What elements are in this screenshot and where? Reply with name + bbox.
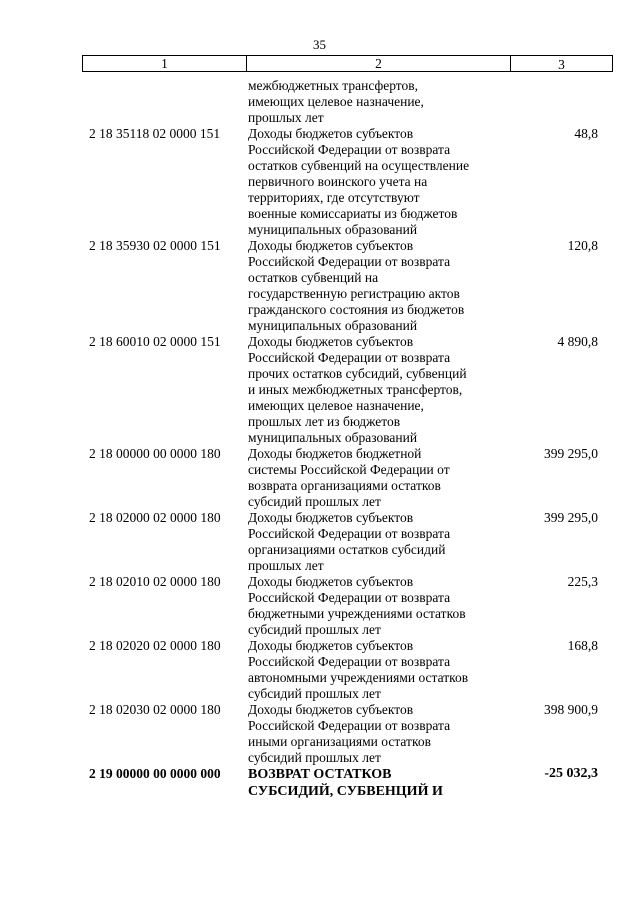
description-line: Российской Федерации от возврата — [248, 526, 451, 541]
description-line: субсидий прошлых лет — [248, 494, 381, 509]
row-description — [248, 574, 510, 638]
budget-code: 2 18 02010 02 0000 180 — [89, 574, 221, 589]
description-line: Доходы бюджетов субъектов — [248, 334, 414, 349]
table-row — [0, 510, 639, 574]
budget-code: 2 18 35118 02 0000 151 — [89, 126, 221, 141]
description-line: военные комиссариаты из бюджетов — [248, 206, 458, 221]
description-line: субсидий прошлых лет — [248, 622, 381, 637]
row-description — [248, 334, 510, 446]
row-description — [248, 638, 510, 702]
table-row — [0, 126, 639, 238]
budget-code: 2 19 00000 00 0000 000 — [89, 766, 221, 781]
description-line: прочих остатков субсидий, субвенций — [248, 366, 467, 381]
description-line: субсидий прошлых лет — [248, 686, 381, 701]
description-line: межбюджетных трансфертов, — [248, 78, 419, 93]
description-line: ВОЗВРАТ ОСТАТКОВ — [248, 767, 392, 782]
description-line: Российской Федерации от возврата — [248, 718, 451, 733]
description-line: первичного воинского учета на — [248, 174, 428, 189]
description-line: иными организациями остатков — [248, 734, 431, 749]
row-amount: 120,8 — [567, 238, 598, 253]
description-line: Доходы бюджетов субъектов — [248, 510, 414, 525]
budget-code: 2 18 02030 02 0000 180 — [89, 702, 221, 717]
description-line: муниципальных образований — [248, 430, 418, 445]
description-line: Доходы бюджетов бюджетной — [248, 446, 422, 461]
budget-code: 2 18 60010 02 0000 151 — [89, 334, 221, 349]
row-amount: 168,8 — [567, 638, 598, 653]
description-line: Российской Федерации от возврата — [248, 254, 451, 269]
budget-code: 2 18 02000 02 0000 180 — [89, 510, 221, 525]
column-header-1: 1 — [83, 56, 247, 71]
table-body — [0, 78, 639, 800]
description-line: и иных межбюджетных трансфертов, — [248, 382, 463, 397]
table-row — [0, 766, 639, 800]
description-line: системы Российской Федерации от — [248, 462, 450, 477]
row-amount: 225,3 — [567, 574, 598, 589]
page-number: 35 — [313, 37, 326, 52]
description-line: возврата организациями остатков — [248, 478, 441, 493]
table-row — [0, 78, 639, 126]
row-amount: -25 032,3 — [544, 766, 598, 781]
description-line: Доходы бюджетов субъектов — [248, 574, 414, 589]
description-line: муниципальных образований — [248, 222, 418, 237]
description-line: муниципальных образований — [248, 318, 418, 333]
description-line: Российской Федерации от возврата — [248, 654, 451, 669]
description-line: остатков субвенций на осуществление — [248, 158, 470, 173]
row-description — [248, 766, 510, 800]
description-line: Доходы бюджетов субъектов — [248, 126, 414, 141]
description-line: Доходы бюджетов субъектов — [248, 238, 414, 253]
description-line: гражданского состояния из бюджетов — [248, 302, 465, 317]
description-line: прошлых лет — [248, 558, 324, 573]
description-line: субсидий прошлых лет — [248, 750, 381, 765]
description-line: бюджетными учреждениями остатков — [248, 606, 466, 621]
description-line: прошлых лет из бюджетов — [248, 414, 401, 429]
description-line: территориях, где отсутствуют — [248, 190, 420, 205]
row-description — [248, 78, 510, 126]
row-description — [248, 510, 510, 574]
table-row — [0, 574, 639, 638]
table-row — [0, 702, 639, 766]
budget-code: 2 18 00000 00 0000 180 — [89, 446, 221, 461]
row-amount: 4 890,8 — [557, 334, 598, 349]
description-line: Российской Федерации от возврата — [248, 350, 451, 365]
column-header-2: 2 — [247, 56, 511, 71]
row-description — [248, 238, 510, 334]
description-line: организациями остатков субсидий — [248, 542, 446, 557]
table-column-header — [82, 55, 613, 72]
description-line: остатков субвенций на — [248, 270, 379, 285]
description-line: Российской Федерации от возврата — [248, 590, 451, 605]
description-line: прошлых лет — [248, 110, 324, 125]
row-description — [248, 702, 510, 766]
description-line: имеющих целевое назначение, — [248, 94, 424, 109]
description-line: государственную регистрацию актов — [248, 286, 460, 301]
column-header-3: 3 — [558, 57, 565, 72]
row-amount: 48,8 — [574, 126, 598, 141]
row-description — [248, 126, 510, 238]
row-amount: 399 295,0 — [544, 446, 598, 461]
description-line: имеющих целевое назначение, — [248, 398, 424, 413]
row-amount: 398 900,9 — [544, 702, 598, 717]
description-line: Доходы бюджетов субъектов — [248, 702, 414, 717]
budget-code: 2 18 35930 02 0000 151 — [89, 238, 221, 253]
row-amount: 399 295,0 — [544, 510, 598, 525]
row-description — [248, 446, 510, 510]
table-row — [0, 638, 639, 702]
description-line: СУБСИДИЙ, СУБВЕНЦИЙ И — [248, 784, 443, 799]
table-row — [0, 238, 639, 334]
description-line: Доходы бюджетов субъектов — [248, 638, 414, 653]
description-line: автономными учреждениями остатков — [248, 670, 469, 685]
table-row — [0, 334, 639, 446]
budget-code: 2 18 02020 02 0000 180 — [89, 638, 221, 653]
table-row — [0, 446, 639, 510]
description-line: Российской Федерации от возврата — [248, 142, 451, 157]
